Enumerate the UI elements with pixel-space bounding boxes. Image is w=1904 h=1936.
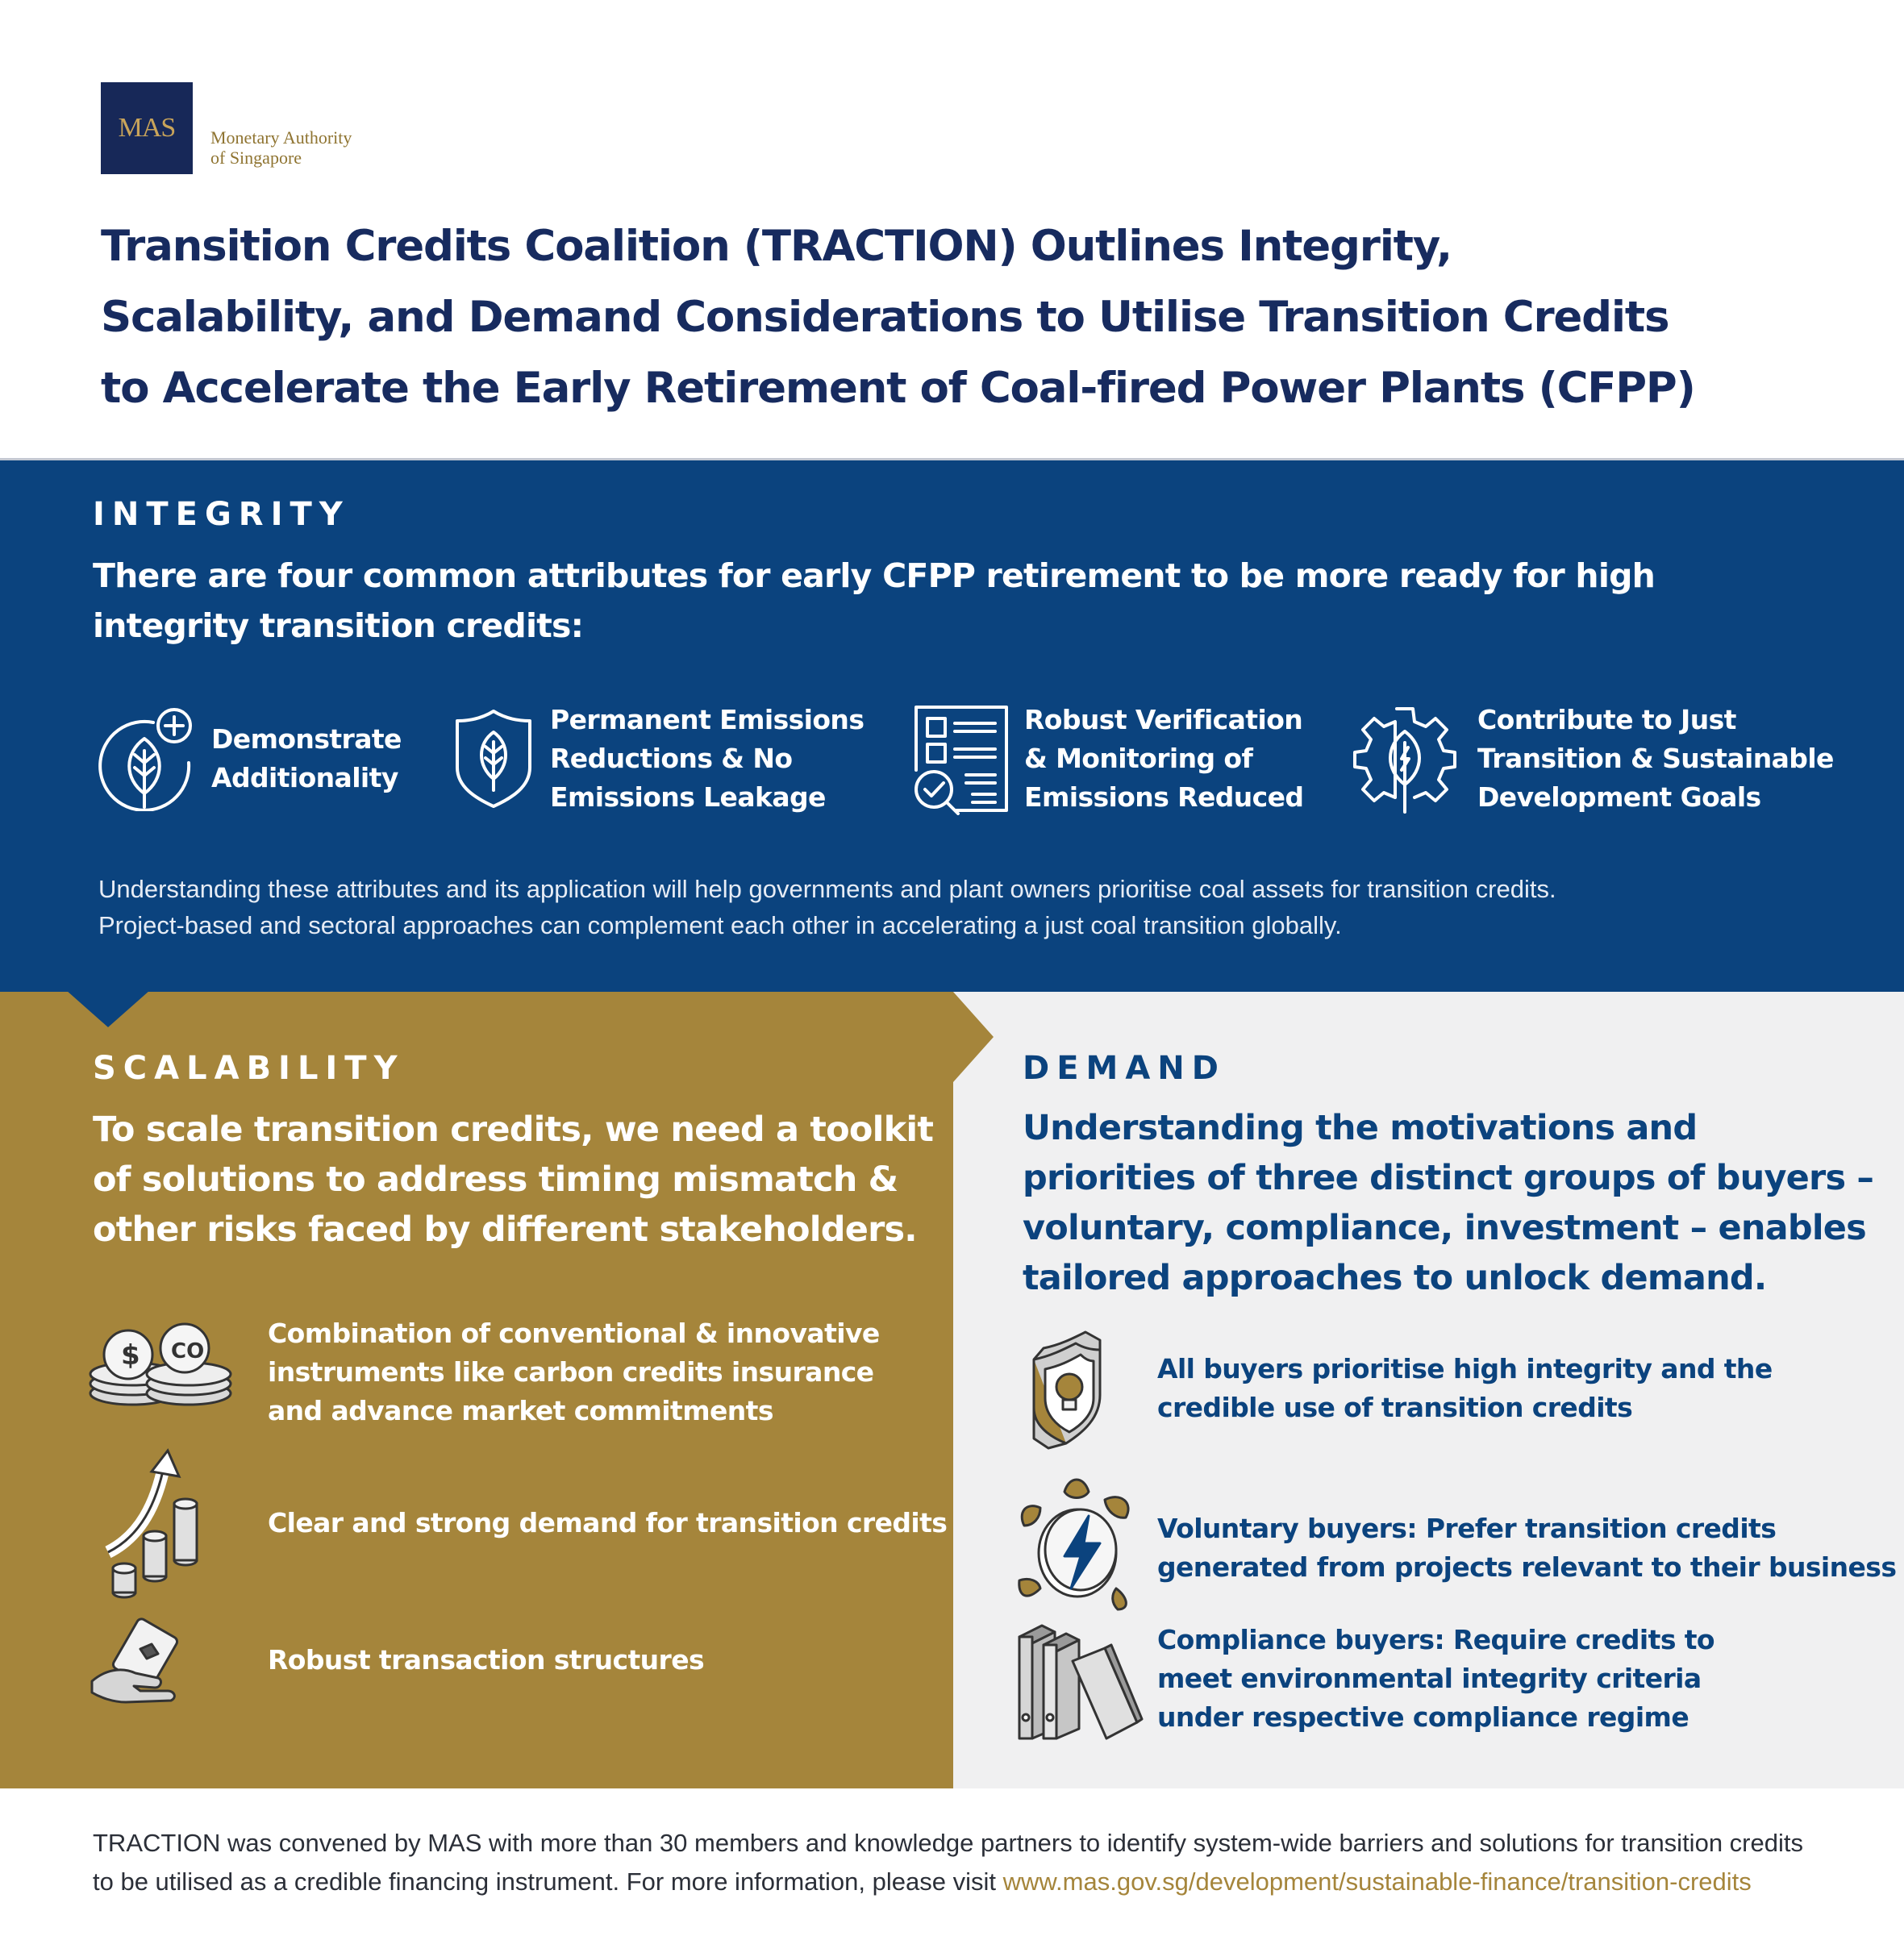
demand-item-line: Compliance buyers: Require credits to [1157, 1624, 1714, 1655]
integrity-label: INTEGRITY [93, 496, 350, 533]
attribute-label: Contribute to Just Transition & Sustainable Development Goals [1477, 704, 1834, 813]
integrity-pointer [66, 990, 150, 1027]
scalability-heading-line: To scale transition credits, we need a toolkit [93, 1110, 934, 1150]
mas-logo [101, 82, 352, 174]
demand-heading-line: tailored approaches to unlock demand. [1023, 1258, 1767, 1298]
attribute-label: Permanent Emissions Reductions & No Emissions Leakage [550, 704, 865, 813]
binders-icon [1016, 1621, 1145, 1742]
logo-line-1: Monetary Authority [210, 127, 352, 148]
demand-item [1016, 1621, 1714, 1746]
page-title [101, 211, 1835, 424]
attribute-permanent-reductions [453, 702, 864, 815]
scalability-item-text [268, 1641, 704, 1680]
title-line: to Accelerate the Early Retirement of Coal-fired Power Plants (CFPP) [101, 364, 1695, 413]
scalability-heading-line: of solutions to address timing mismatch & [93, 1160, 898, 1200]
demand-heading-line: Understanding the motivations and [1023, 1108, 1698, 1148]
demand-item-line: under respective compliance regime [1157, 1701, 1689, 1733]
title-line: Transition Credits Coalition (TRACTION) Outlines Integrity, [101, 222, 1452, 271]
scalability-heading [93, 1105, 933, 1255]
attribute-additionality [98, 702, 402, 815]
logo-line-2: of Singapore [210, 148, 302, 168]
demand-label: DEMAND [1023, 1050, 1226, 1087]
coins-icon [84, 1314, 237, 1411]
gear-leaf-icon [1348, 702, 1461, 815]
shield-bulb-icon [1016, 1330, 1113, 1451]
demand-item-line: credible use of transition credits [1157, 1392, 1633, 1423]
svg-text:$: $ [121, 1339, 140, 1372]
demand-item-line: generated from projects relevant to their business [1157, 1551, 1897, 1583]
integrity-heading [93, 551, 1819, 651]
scalability-item-line: and advance market commitments [268, 1395, 773, 1426]
leaf-shield-icon [453, 706, 534, 811]
leaf-plus-icon [98, 706, 195, 811]
scalability-section [0, 992, 953, 1788]
scalability-item-line: instruments like carbon credits insurance [268, 1356, 874, 1388]
footer-note [93, 1824, 1803, 1901]
checklist-icon [908, 702, 1008, 815]
demand-heading-line: priorities of three distinct groups of buyers – [1023, 1158, 1874, 1198]
integrity-note [98, 871, 1556, 943]
demand-item-text [1157, 1509, 1896, 1587]
logo-mark-text: MAS [118, 113, 176, 143]
scalability-item-line: Robust transaction structures [268, 1644, 705, 1676]
logo-text [210, 127, 352, 168]
footer-link[interactable]: www.mas.gov.sg/development/sustainable-finance/transition-credits [1002, 1867, 1752, 1896]
demand-item [1016, 1330, 1773, 1455]
scalability-item-line: Combination of conventional & innovative [268, 1318, 880, 1349]
integrity-note-line: Project-based and sectoral approaches can complement each other in accelerating a just coal transition globally. [98, 911, 1342, 939]
demand-heading-line: voluntary, compliance, investment – enables [1023, 1208, 1866, 1248]
scalability-item-text [268, 1314, 880, 1430]
integrity-section [0, 460, 1904, 992]
demand-item-line: Voluntary buyers: Prefer transition credits [1157, 1513, 1777, 1544]
demand-item-line: All buyers prioritise high integrity and the [1157, 1353, 1773, 1384]
scalability-item [84, 1314, 880, 1426]
footer-line-2 [93, 1863, 1803, 1901]
scalability-item [84, 1617, 705, 1705]
energy-leaf-icon [1016, 1476, 1137, 1613]
footer-line-1: TRACTION was convened by MAS with more than 30 members and knowledge partners to identify system-wide barriers and solutions for transition credits [93, 1829, 1803, 1857]
scalability-item [84, 1447, 948, 1601]
growth-arrow-icon [84, 1447, 205, 1601]
demand-section [953, 992, 1904, 1788]
integrity-note-line: Understanding these attributes and its application will help governments and plant owners prioritise coal assets for transition credits. [98, 875, 1556, 903]
scalability-pointer [953, 992, 994, 1082]
scalability-label: SCALABILITY [93, 1050, 405, 1087]
demand-item [1016, 1476, 1897, 1617]
attribute-label: Robust Verification & Monitoring of Emissions Reduced [1024, 704, 1304, 813]
attribute-just-transition [1348, 702, 1834, 815]
svg-text:CO: CO [171, 1339, 205, 1364]
title-line: Scalability, and Demand Considerations to Utilise Transition Credits [101, 293, 1669, 342]
scalability-item-line: Clear and strong demand for transition credits [268, 1507, 948, 1538]
scalability-item-text [268, 1504, 947, 1543]
logo-mark [101, 82, 193, 174]
demand-item-text [1157, 1621, 1714, 1737]
scalability-heading-line: other risks faced by different stakeholders. [93, 1209, 917, 1250]
attribute-verification [908, 702, 1303, 815]
integrity-heading-line: integrity transition credits: [93, 606, 584, 645]
demand-heading [1023, 1103, 1873, 1303]
demand-item-line: meet environmental integrity criteria [1157, 1663, 1702, 1694]
demand-item-text [1157, 1350, 1773, 1427]
integrity-heading-line: There are four common attributes for early CFPP retirement to be more ready for high [93, 556, 1656, 595]
footer-line-2-text: to be utilised as a credible financing instrument. For more information, please visit [93, 1867, 1003, 1896]
hand-card-icon [84, 1617, 189, 1705]
attribute-label: Demonstrate Additionality [211, 723, 402, 793]
